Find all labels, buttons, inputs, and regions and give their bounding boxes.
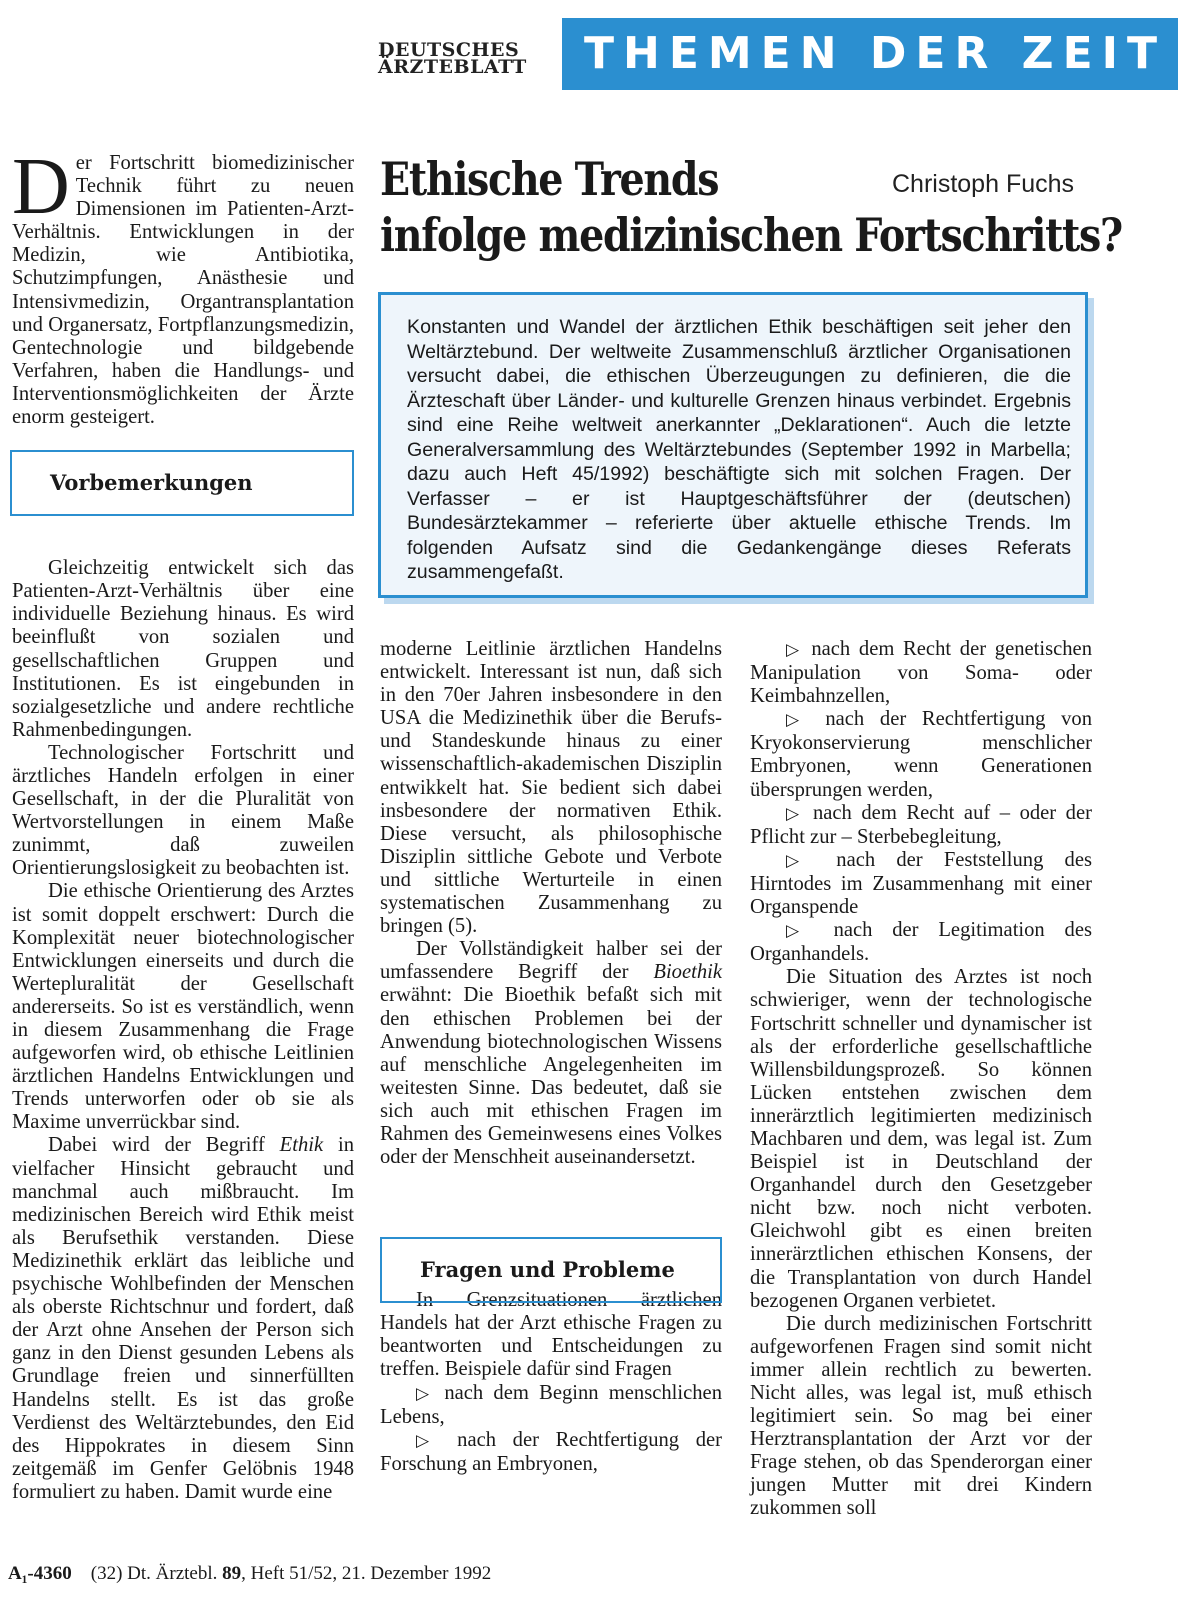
intro-text: er Fortschritt biomedizinischer Technik führt zu neuen Dimensionen im Patienten-Arzt-Verhältnis. Entwicklungen in der Medizin, wie Antibiotika, Schutzimpfungen, Anästhesie und Intensivmedizin, Organtransplantation und Organersatz, Fortpflanzungsmedizin, Gentechnologie und bildgebende Verfahren, haben die Handlungs- und Interventionsmöglichkeiten der Ärzte enorm gesteigert.: [12, 152, 354, 429]
paragraph: moderne Leitlinie ärztlichen Handelns entwickelt. Interessant ist nun, daß sich in den 70er Jahren insbesondere in den USA die Medizinethik über die Berufs- und Standeskunde hinaus zu einer wissenschaftlich-akademischen Disziplin entwikkelt hat. Sie bedient sich dabei insbesondere der normativen Ethik. Diese versucht, als philosophische Disziplin sittliche Gebote und Verbote und sittliche Werturteile in einen systematischen Zusammenhang zu bringen (5).: [380, 638, 722, 938]
triangle-bullet-icon: ▷: [786, 850, 816, 871]
article-title-line2: infolge medizinischen Fortschritts?: [380, 208, 1122, 262]
triangle-bullet-icon: ▷: [416, 1430, 441, 1451]
list-item: [750, 919, 1092, 966]
article-author: Christoph Fuchs: [892, 170, 1075, 198]
list-item-text: nach dem Recht auf – oder der Pflicht zur – Sterbebegleitung,: [750, 801, 1092, 848]
list-item: [380, 1429, 722, 1476]
section-banner: [562, 18, 1178, 90]
citation-text-end: , Heft 51/52, 21. Dezember 1992: [241, 1563, 492, 1584]
page-footer: [8, 1563, 491, 1585]
paragraph: Die durch medizinischen Fortschritt aufgeworfenen Fragen sind somit nicht immer allein rechtlich zu bewerten. Nicht alles, was legal ist, muß ethisch legitimiert sein. So mag bei einer Herztransplantation der Arzt vor der Frage stehen, ob das Spenderorgan einer jungen Mutter mit drei Kindern zukommen soll: [750, 1312, 1092, 1520]
list-item-text: nach der Feststellung des Hirntodes im Zusammenhang mit einer Organspende: [750, 848, 1092, 919]
drop-cap: D: [12, 143, 70, 231]
paragraph: [380, 938, 722, 1169]
list-item-text: nach dem Recht der genetischen Manipulation von Soma- oder Keimbahnzellen,: [750, 638, 1092, 708]
list-item: [750, 708, 1092, 801]
list-item: [750, 802, 1092, 849]
list-item-text: nach dem Beginn menschlichen Lebens,: [380, 1381, 722, 1428]
abstract-text: Konstanten und Wandel der ärztlichen Ethik beschäftigen seit jeher den Weltärztebund. Der weltweite Zusammenschluß ärztlicher Organisationen versucht dabei, die ethischen Überzeugungen zu definieren, die die Ärzteschaft über Länder- und kulturelle Grenzen hinaus verbindet. Ergebnis sind eine Reihe weltweit anerkannter „Deklarationen“. Auch die letzte Generalversammlung des Weltärztebundes (September 1992 in Marbella; dazu auch Heft 45/1992) beschäftigte sich mit solchen Fragen. Der Verfasser – er ist Hauptgeschäftsführer der (deutschen) Bundesärztekammer – referierte über aktuelle ethische Trends. Im folgenden Aufsatz sind die Gedankengänge dieses Referats zusammengefaßt.: [407, 316, 1071, 583]
list-item-text: nach der Legitimation des Organhandels.: [750, 919, 1092, 966]
text-run: Dabei wird der Begriff: [48, 1134, 280, 1157]
emphasis-term: Bioethik: [653, 961, 722, 984]
list-item-text: nach der Rechtfertigung der Forschung an Embryonen,: [380, 1428, 723, 1475]
triangle-bullet-icon: ▷: [416, 1383, 435, 1404]
triangle-bullet-icon: ▷: [786, 710, 810, 731]
subhead-box-fragen: [380, 1237, 722, 1303]
masthead-line2: ÄRZTEBLATT: [378, 56, 527, 78]
paragraph: Die Situation des Arztes ist noch schwieriger, wenn der technologische Fortschritt schneller und dynamischer ist als der erforderliche gesellschaftliche Willensbildungsprozeß. So können Lücken entstehen zwischen dem innerärztlich legitimierten medizinisch Machbaren und dem, was legal ist. Zum Beispiel ist in Deutschland der Organhandel durch den Gesetzgeber nicht bzw. noch nicht verboten. Gleichwohl gibt es einen breiten innerärztlichen ethischen Konsens, der die Transplantation von durch Handel bezogenen Organen verbietet.: [750, 966, 1092, 1312]
page-id: A₁-4360: [8, 1563, 72, 1584]
article-title-line1: Ethische Trends: [380, 152, 719, 206]
subhead-vorbemerkungen: Vorbemerkungen: [50, 470, 253, 495]
triangle-bullet-icon: ▷: [786, 921, 814, 942]
paragraph: Technologischer Fortschritt und ärztliches Handeln erfolgen in einer Gesellschaft, in der die Pluralität von Wertvorstellungen in einem Maße zunimmt, daß zuweilen Orientierungslosigkeit zu beobachten ist.: [12, 741, 354, 880]
list-item: [750, 638, 1092, 708]
list-item: [750, 849, 1092, 919]
emphasis-term: Ethik: [279, 1134, 324, 1157]
subhead-box-vorbemerkungen: [10, 450, 354, 516]
subhead-fragen-und-probleme: Fragen und Probleme: [420, 1257, 675, 1282]
text-run: in vielfacher Hinsicht gebraucht und manchmal auch mißbraucht. Im medizinischen Bereich wird Ethik meist als Berufsethik verstanden. Diese Medizinethik erklärt das leibliche und psychische Wohlbefinden der Menschen als oberste Richtschnur und fordert, daß der Arzt ohne Ansehen der Person sich ganz in den Dienst gesunden Lebens als Grundlage freien und sinnerfüllten Handelns stellt. Es ist das große Verdienst des Weltärztebundes, den Eid des Hippokrates in diesem Sinn zeitgemäß im Genfer Gelöbnis 1948 formuliert zu haben. Damit wurde eine: [12, 1134, 354, 1503]
text-run: erwähnt: Die Bioethik befaßt sich mit den ethischen Problemen bei der Anwendung biotechnologischen Wissens auf menschliche Angelegenheiten im weitesten Sinne. Das bedeutet, daß sie sich auch mit ethischen Fragen im Rahmen des Gemeinwesens eines Volkes oder der Menschheit auseinandersetzt.: [380, 984, 722, 1169]
column-2: [380, 638, 722, 1476]
triangle-bullet-icon: ▷: [786, 803, 804, 824]
citation-text: (32) Dt. Ärztebl.: [90, 1563, 223, 1584]
list-item-text: nach der Rechtfertigung von Kryokonservierung menschlicher Embryonen, wenn Generationen übersprungen werden,: [750, 708, 1092, 801]
triangle-bullet-icon: ▷: [786, 640, 803, 660]
section-banner-text: THEMEN DER ZEIT: [584, 28, 1167, 79]
paragraph: Die ethische Orientierung des Arztes ist somit doppelt erschwert: Durch die Komplexität neuer biotechnologischer Entwicklungen einerseits und durch die Wertepluralität der Gesellschaft andererseits. So ist es verständlich, wenn in diesem Zusammenhang die Frage aufgeworfen wird, ob ethische Leitlinien ärztlichen Handelns Entwicklungen und Trends unterworfen oder ob sie als Maxime unverrückbar sind.: [12, 880, 354, 1134]
column-1: [12, 143, 354, 1504]
volume-number: 89: [222, 1563, 242, 1584]
paragraph: [12, 1134, 354, 1504]
column-3: [750, 638, 1092, 1521]
text-run: Der Vollständigkeit halber sei der umfassendere Begriff der: [380, 938, 722, 984]
paragraph: In Grenzsituationen ärztlichen Handels hat der Arzt ethische Fragen zu beantworten und Entscheidungen zu treffen. Beispiele dafür sind Fragen: [380, 1289, 722, 1381]
journal-masthead: [378, 39, 548, 78]
intro-paragraph: [12, 143, 354, 429]
list-item: [380, 1382, 722, 1429]
masthead-line1: DEUTSCHES: [378, 39, 520, 61]
abstract-box: [378, 292, 1088, 598]
paragraph: Gleichzeitig entwickelt sich das Patienten-Arzt-Verhältnis über eine individuelle Beziehung hinaus. Es wird beeinflußt von sozialen und gesellschaftlichen Gruppen und Institutionen. Es ist eingebunden in sozialgesetzliche und andere rechtliche Rahmenbedingungen.: [12, 557, 354, 741]
